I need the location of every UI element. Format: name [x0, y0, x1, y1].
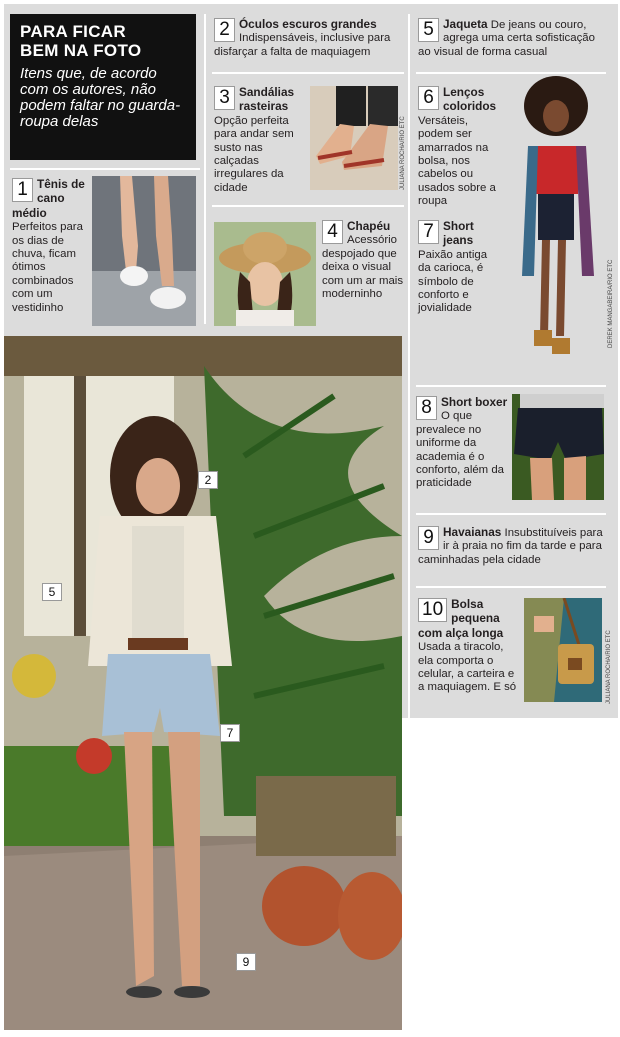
photo-tag: 7 [220, 724, 240, 742]
item-number: 4 [322, 220, 343, 244]
row-divider [212, 205, 404, 207]
scarf-outfit-illustration [498, 76, 608, 376]
hat-illustration [214, 222, 316, 326]
sneakers-photo [92, 176, 196, 326]
item-title: Lenços coloridos [443, 85, 497, 114]
item-number: 6 [418, 86, 439, 110]
row-divider [416, 385, 606, 387]
item-number: 2 [214, 18, 235, 42]
item-description: O que prevalece no uniforme da academia é o conforto, além da praticidade [416, 410, 505, 490]
item-description: Opção perfeita para andar sem susto nas calçadas irregulares da cidade [214, 114, 294, 194]
photo-tag: 5 [42, 583, 62, 601]
item-2 [214, 18, 404, 59]
item-9 [418, 526, 608, 567]
photo-credit: JULIANA ROCHA/RIO ETC [400, 116, 406, 190]
item-description: Acessório despojado que deixa o visual com um ar mais moderninho [322, 234, 404, 301]
item-10 [418, 598, 518, 695]
item-title: Short boxer [441, 395, 508, 409]
item-number: 9 [418, 526, 439, 550]
header-box [10, 14, 196, 160]
item-description: Perfeitos para os dias de chuva, ficam ótimos combinados com um vestidinho [12, 221, 83, 314]
boxer-shorts-photo [512, 394, 604, 500]
item-number: 10 [418, 598, 447, 622]
item-description: Versáteis, podem ser amarrados na bolsa, nos cabelos ou usados sobre a roupa [418, 114, 496, 208]
sandals-illustration [310, 86, 398, 190]
item-title: Havaianas [443, 525, 502, 539]
item-description: Usada a tiracolo, ela comporta o celular, a carteira e a maquiagem. E só [418, 641, 517, 694]
item-1 [12, 178, 88, 315]
item-8 [416, 396, 508, 491]
item-title: Sandálias rasteiras [239, 85, 295, 114]
sneakers-illustration [92, 176, 196, 326]
main-outfit-illustration [4, 336, 402, 1030]
item-number: 3 [214, 86, 235, 110]
row-divider [416, 513, 606, 515]
column-divider-1 [204, 14, 206, 324]
row-divider [212, 72, 404, 74]
main-outfit-photo [4, 336, 402, 1030]
item-description: De jeans ou couro, agrega uma certa sofisticação ao visual de forma casual [418, 19, 595, 58]
item-title: Chapéu [347, 219, 391, 233]
item-description: Indispensáveis, inclusive para disfarçar a falta de maquiagem [214, 32, 391, 58]
item-description: Paixão antiga da carioca, é símbolo de conforto e jovialidade [418, 248, 488, 315]
item-title: Short jeans [443, 219, 474, 248]
photo-tag: 9 [236, 953, 256, 971]
scarf-outfit-photo [498, 76, 608, 376]
item-7 [418, 220, 498, 316]
row-divider [10, 168, 200, 170]
row-divider [416, 586, 606, 588]
item-description: Insubstituíveis para ir à praia no fim da tarde e para caminhadas pela cidade [418, 527, 603, 566]
header-subtitle: Itens que, de acordo com os autores, não podem faltar no guarda-roupa delas [20, 65, 181, 130]
photo-credit: DEREK MANGABEIRA/RIO ETC [608, 259, 614, 348]
photo-tag: 2 [198, 471, 218, 489]
boxer-shorts-illustration [512, 394, 604, 500]
handbag-illustration [524, 598, 602, 702]
item-6 [418, 86, 498, 209]
handbag-photo [524, 598, 602, 702]
item-4 [322, 220, 404, 301]
item-3 [214, 86, 306, 195]
sandals-photo [310, 86, 398, 190]
item-number: 5 [418, 18, 439, 42]
item-number: 8 [416, 396, 437, 420]
item-title: Tênis de cano médio [12, 177, 85, 220]
item-title: Bolsa pequena com alça longa [418, 597, 504, 640]
item-title: Óculos escuros grandes [239, 17, 377, 31]
hat-photo [214, 222, 316, 326]
row-divider [416, 72, 606, 74]
headline: PARA FICAR BEM NA FOTO [20, 22, 142, 60]
item-number: 1 [12, 178, 33, 202]
item-5 [418, 18, 608, 59]
photo-credit: JULIANA ROCHA/RIO ETC [606, 630, 612, 704]
item-number: 7 [418, 220, 439, 244]
column-divider-2 [408, 14, 410, 718]
item-title: Jaqueta [443, 17, 488, 31]
